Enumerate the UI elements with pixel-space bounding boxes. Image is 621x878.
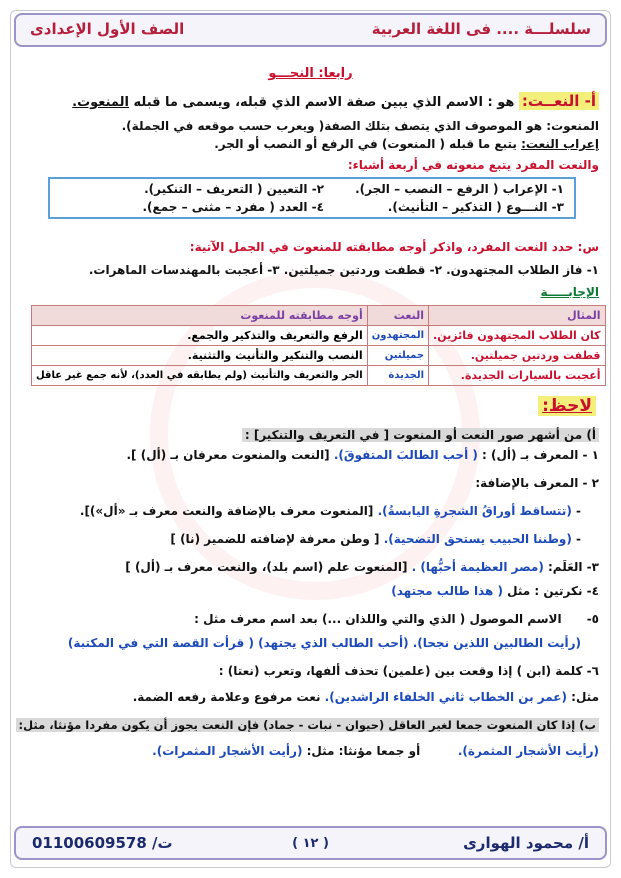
answer-label: الإجابـــــة (540, 285, 599, 299)
table-header: المثال (429, 306, 605, 326)
item-6: ٦- كلمة (ابن ) إذا وقعت بين (علمين) تحذف ألفها، وتعرب (نعتا) : (218, 664, 599, 678)
answer-table (31, 305, 606, 386)
grade-title: الصف الأول الإعدادى (30, 20, 185, 38)
header-banner (14, 13, 607, 47)
b-examples: (رأيت الأشجار المثمرة). أو جمعا مؤنثا: مثل: (رأيت الأشجار المثمرات). (152, 744, 599, 758)
table-cell: المجتهدون (367, 326, 428, 346)
item-4-example: ( هذا طالب مجتهد) (391, 584, 503, 598)
table-row (32, 366, 606, 386)
definition-term: المنعوت. (72, 95, 129, 110)
section-title: رابعا: النحـــو (268, 66, 353, 81)
item-2a-example: (تتساقط أوراقُ الشجرةِ اليابسةُ). (377, 504, 572, 518)
item-4: ٤- نكرتين : مثل ( هذا طالب مجتهد) (391, 584, 599, 598)
item-5-examples: (رأيت الطالبين اللذين نجحا). (أحب الطالب الذي يجتهد) ( قرأت القصة التي في المكتبة) (67, 636, 581, 650)
table-header: النعت (367, 306, 428, 326)
four-item-4: ٤- العدد ( مفرد – مثنى – جمع). (142, 200, 324, 214)
table-cell: النصب والتنكير والتأنيث والتثنية. (32, 346, 368, 366)
item-6-example-line: مثل: (عمر بن الخطاب ثاني الخلفاء الراشدين). نعت مرفوع وعلامة رفعه الضمة. (132, 690, 599, 704)
table-row (32, 326, 606, 346)
irab-text: يتبع ما قبله ( المنعوت) في الرفع أو النصب أو الجر. (214, 137, 517, 151)
naat-heading: أ- النعــت: (519, 92, 599, 110)
table-cell: جميلتين (367, 346, 428, 366)
four-item-2: ٢- التعيين ( التعريف – التنكير). (144, 182, 324, 196)
four-item-1: ١- الإعراب ( الرفع – النصب – الجر). (355, 182, 564, 196)
item-6-example: (عمر بن الخطاب ثاني الخلفاء الراشدين). (324, 690, 567, 704)
table-cell: قطفت وردتين جميلتين. (429, 346, 605, 366)
page-number: ( ١٢ ) (292, 836, 329, 851)
item-1-example: ( أحب الطالبَ المتفوقَ). (333, 448, 478, 462)
manout-line: المنعوت: هو الموصوف الذي يتصف بتلك الصفة( ويعرب حسب موقعه في الجملة). (121, 119, 599, 133)
table-cell: كان الطلاب المجتهدون فائزين. (429, 326, 605, 346)
table-cell: الجر والتعريف والتأنيث (ولم يطابقه في العدد)، لأنه جمع غير عاقل (32, 366, 368, 386)
irab-label: إعراب النعت: (521, 137, 599, 151)
table-header: أوجه مطابقته للمنعوت (32, 306, 368, 326)
author-name: أ/ محمود الهوارى (463, 834, 589, 852)
item-2: ٢ - المعرف بالإضافة: (475, 476, 599, 490)
b-heading: ب) إذا كان المنعوت جمعا لغير العاقل (حيوان - نبات - جماد) فإن النعت يجوز أن يكون مفردا مؤنثا، مثل: (16, 718, 599, 732)
series-title: سلسلـــة .... فى اللغة العربية (371, 20, 591, 38)
b-example-1: (رأيت الأشجار المثمرة). (457, 744, 599, 758)
table-header-row (32, 306, 606, 326)
item-2b-example: (وطننا الحبيب يستحق التضحية). (383, 532, 572, 546)
definition-text: الاسم الذي يبين صفة الاسم الذي قبله، ويسمى ما قبله (133, 95, 483, 110)
notice-label: لاحظ: (538, 396, 596, 416)
footer-banner (14, 826, 607, 860)
b-example-2: (رأيت الأشجار المثمرات). (152, 744, 303, 758)
irab-line (214, 137, 599, 151)
a-heading: أ) من أشهر صور النعت أو المنعوت [ في التعريف والتنكير] : (242, 428, 599, 442)
table-row (32, 346, 606, 366)
four-item-3: ٣- النـــوع ( التذكير – التأنيث). (387, 200, 564, 214)
sentences-line: ١- فاز الطلاب المجتهدون. ٢- قطفت وردتين جميلتين. ٣- أعجبت بالمهندسات الماهرات. (88, 263, 599, 277)
item-2b: - (وطننا الحبيب يستحق التضحية). [ وطن معرفة لإضافته للضمير (نا) ] (170, 532, 581, 546)
table-cell: الرفع والتعريف والتذكير والجمع. (32, 326, 368, 346)
table-cell: الجديدة (367, 366, 428, 386)
mufrad-line: والنعت المفرد يتبع منعوته في أربعة أشياء: (347, 158, 599, 172)
question-line: س: حدد النعت المفرد، واذكر أوجه مطابقته للمنعوت في الجمل الآتية: (189, 240, 599, 254)
phone-number: 01100609578 /ت (32, 834, 173, 852)
table-cell: أعجبت بالسيارات الجديدة. (429, 366, 605, 386)
item-5: ٥- الاسم الموصول ( الذي والتي واللذان ...) بعد اسم معرف مثل : (194, 612, 599, 626)
four-things-box (48, 177, 576, 219)
item-2a: - (تتساقط أوراقُ الشجرةِ اليابسةُ). [المنعوت معرف بالإضافة والنعت معرف بـ «أل»)]. (79, 504, 581, 518)
item-3-example: (مصر العظيمة أحبُّها) . (411, 560, 544, 574)
definition-hw: هو : (487, 95, 515, 110)
definition-line (72, 92, 599, 110)
item-3: ٣- العَلَم: (مصر العظيمة أحبُّها) . [المنعوت علم (اسم بلد)، والنعت معرف بـ (أل) ] (125, 560, 599, 574)
item-1: ١ - المعرف بـ (أل) : ( أحب الطالبَ المتفوقَ). [النعت والمنعوت معرفان بـ (أل) ]. (126, 448, 599, 462)
